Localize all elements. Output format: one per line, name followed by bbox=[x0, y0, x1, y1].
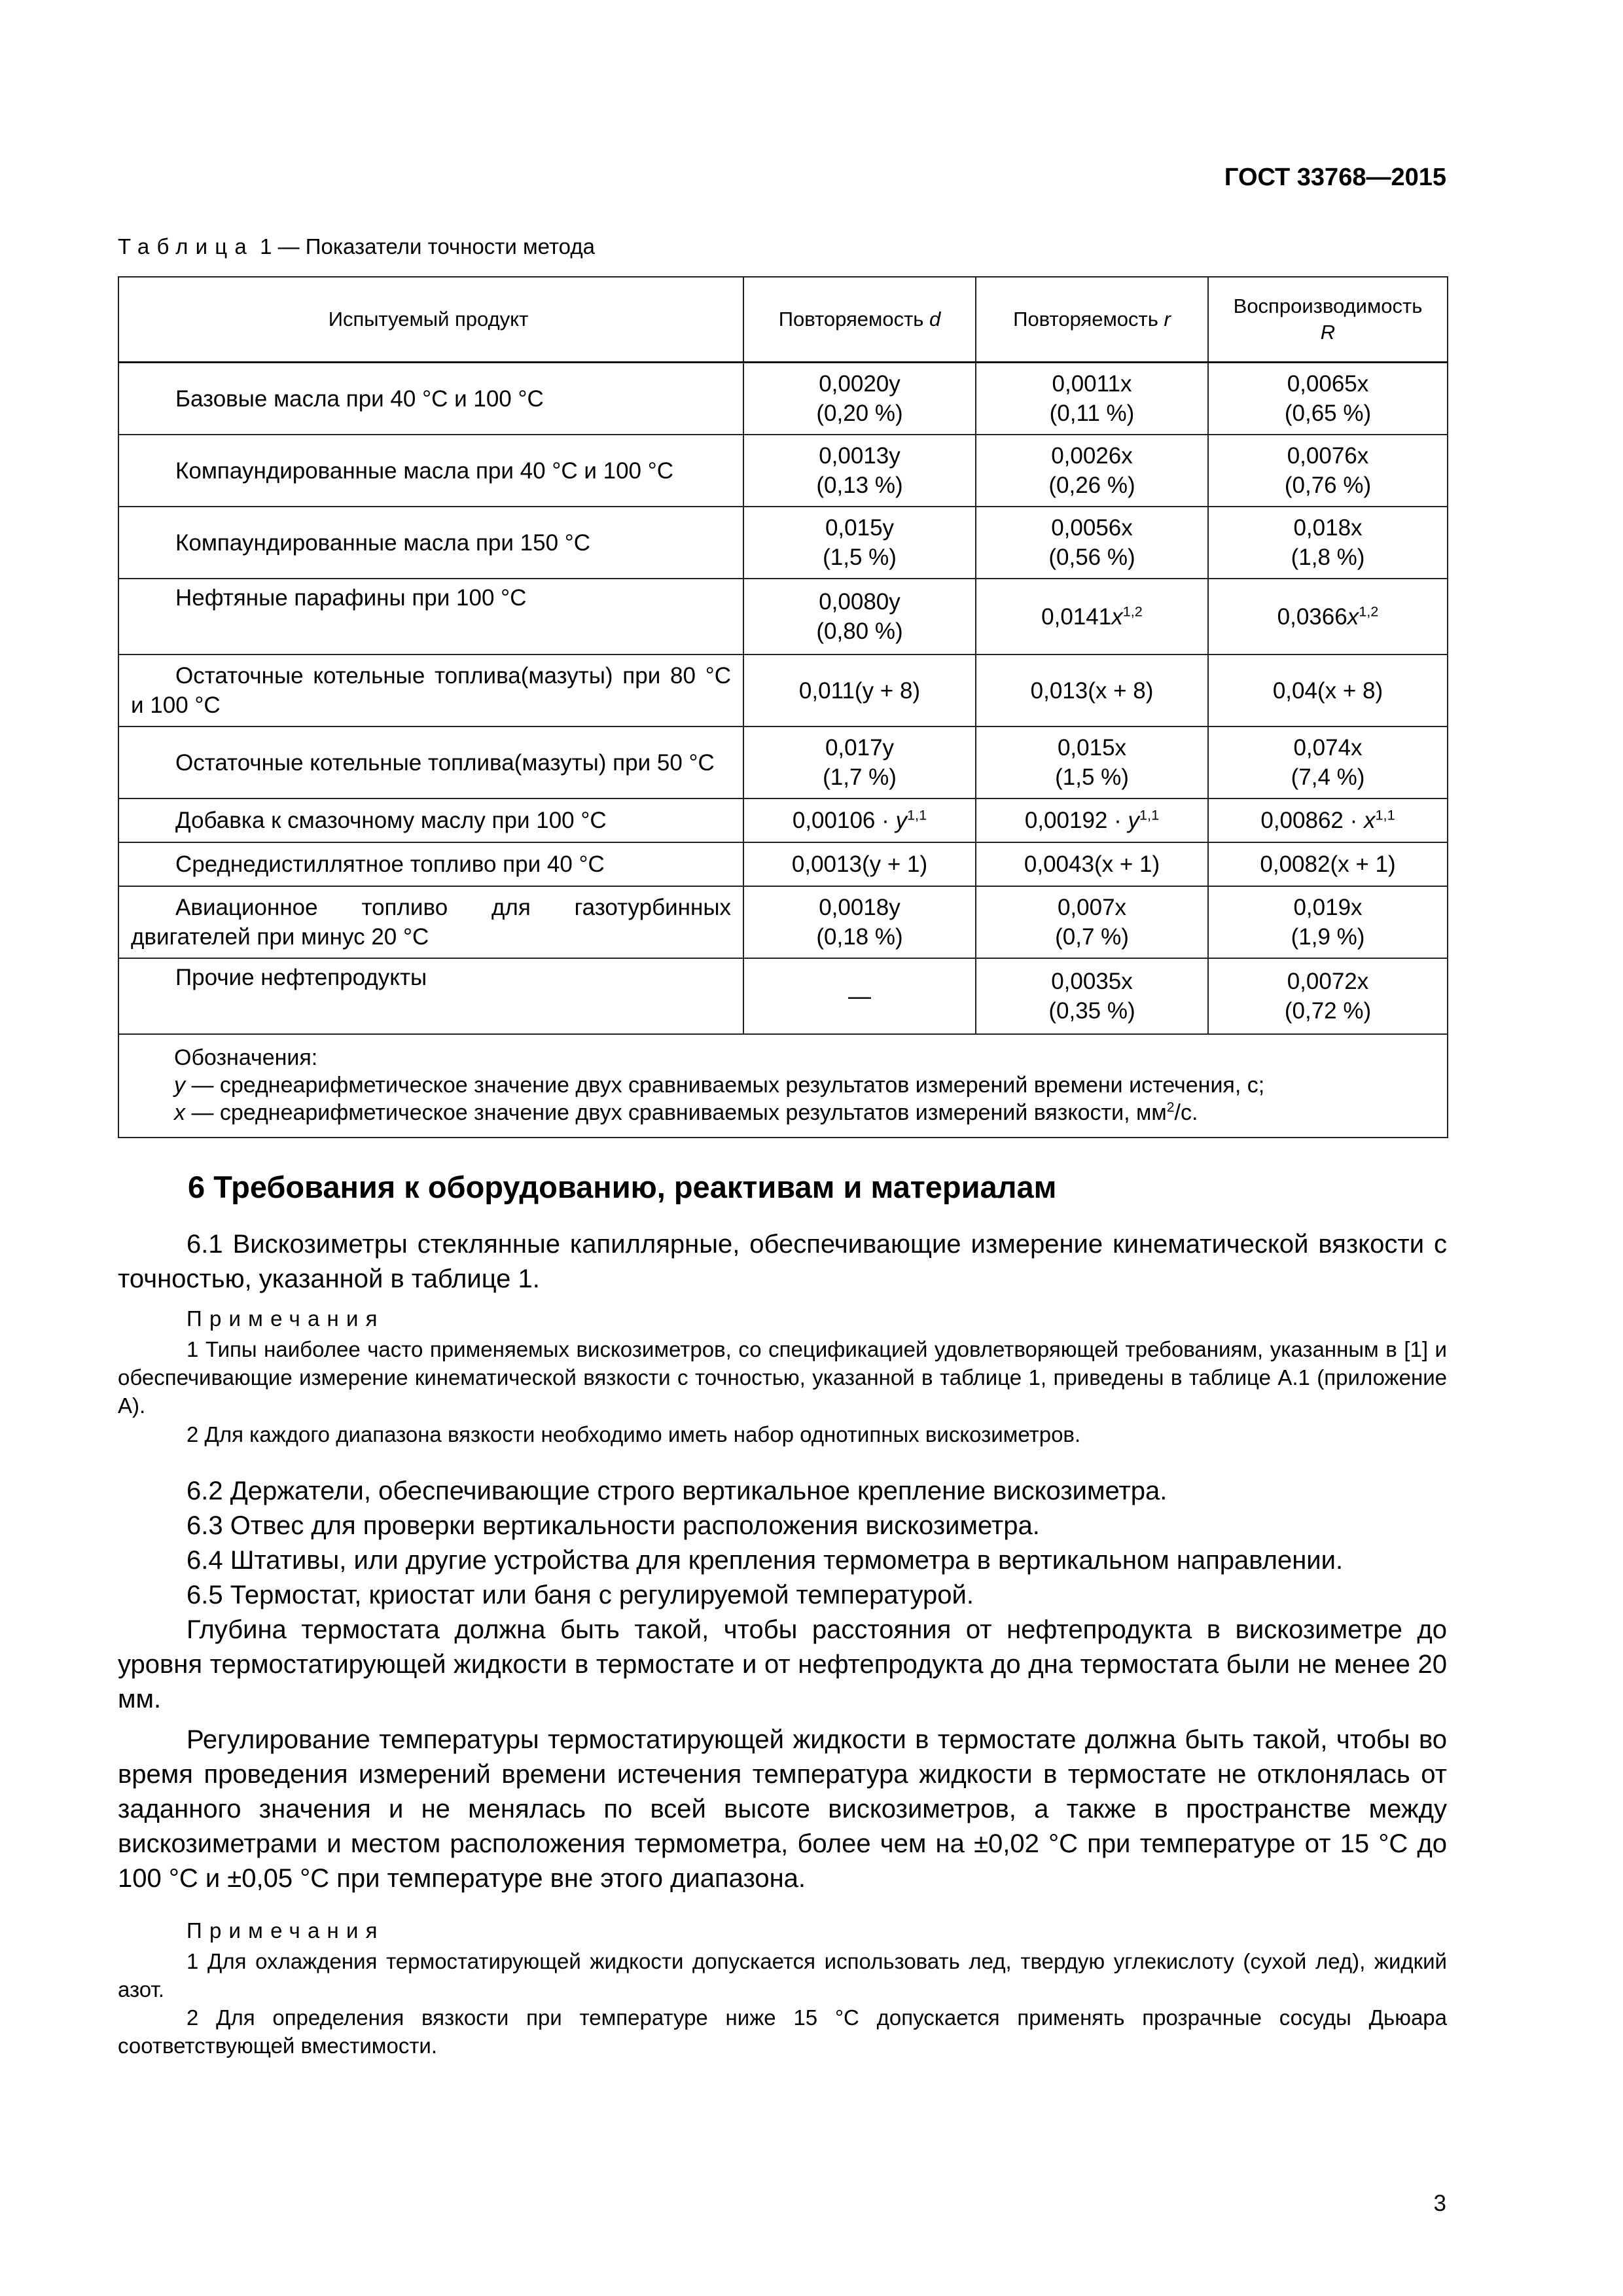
table-row bbox=[118, 886, 1448, 958]
reproducibility-cell: 0,04(x + 8) bbox=[1208, 655, 1448, 726]
notes-heading: Примечания bbox=[187, 1306, 385, 1331]
product-cell: Нефтяные парафины при 100 °С bbox=[118, 579, 743, 655]
reproducibility-cell: 0,0082(x + 1) bbox=[1208, 842, 1448, 886]
notes-heading: Примечания bbox=[187, 1918, 385, 1943]
table-row bbox=[118, 726, 1448, 798]
note-1: 1 Типы наиболее часто применяемых вискозиметров, со спецификацией удовлетворяющей требованиям, указанным в [1] и обеспечивающие измерение кинематической вязкости с точностью, указанной в таблице 1, приведены в таблице А.1 (приложение А). bbox=[118, 1337, 1447, 1418]
reproducibility-cell: $0,00862 \cdot x^{1,1}$ bbox=[1208, 798, 1448, 842]
repeatability-d-cell: 0,017y (1,7 %) bbox=[743, 726, 976, 798]
product-cell: Остаточные котельные топлива(мазуты) при 80 °С и 100 °С bbox=[118, 655, 743, 726]
table-row bbox=[118, 363, 1448, 435]
table-caption-prefix: Таблица bbox=[118, 234, 254, 259]
paragraph-regulation: Регулирование температуры термостатирующей жидкости в термостате должна быть такой, чтобы во время проведения измерений времени истечения температура жидкости в термостате не отклонялась от заданного значения и не менялась по всей высоте вискозиметров, а также в пространстве между вискозиметрами и местом расположения термометра, более чем на ±0,02 °С при температуре от 15 °С до 100 °С и ±0,05 °С при температуре вне этого диапазона. bbox=[118, 1725, 1447, 1893]
repeatability-d-cell: 0,0080y (0,80 %) bbox=[743, 579, 976, 655]
table-caption-number: 1 bbox=[253, 234, 272, 259]
repeatability-d-cell: $0,00106 \cdot y^{1,1}$ bbox=[743, 798, 976, 842]
note-1: 1 Для охлаждения термостатирующей жидкости допускается использовать лед, твердую углекислоту (сухой лед), жидкий азот. bbox=[118, 1949, 1447, 2001]
note-2: 2 Для каждого диапазона вязкости необходимо иметь набор однотипных вискозиметров. bbox=[187, 1422, 1081, 1446]
product-cell: Среднедистиллятное топливо при 40 °С bbox=[118, 842, 743, 886]
repeatability-d-cell: — bbox=[743, 958, 976, 1034]
repeatability-r-cell: 0,0035x (0,35 %) bbox=[976, 958, 1208, 1034]
note-x-definition: x — среднеарифметическое значение двух сравниваемых результатов измерений вязкости, $мм^2/с$. bbox=[174, 1100, 1198, 1125]
reproducibility-cell: $0,0366x^{1,2}$ bbox=[1208, 579, 1448, 655]
note-y-definition: y — среднеарифметическое значение двух сравниваемых результатов измерений времени истечения, с; bbox=[174, 1073, 1265, 1098]
repeatability-r-cell: 0,0011x (0,11 %) bbox=[976, 363, 1208, 435]
repeatability-r-cell: 0,0026x (0,26 %) bbox=[976, 435, 1208, 507]
section-title: 6 Требования к оборудованию, реактивам и материалам bbox=[188, 1170, 1057, 1204]
column-header-product: Испытуемый продукт bbox=[118, 277, 743, 363]
repeatability-r-cell: $0,0141x^{1,2}$ bbox=[976, 579, 1208, 655]
paragraph-6-4: 6.4 Штативы, или другие устройства для крепления термометра в вертикальном направлении. bbox=[187, 1546, 1344, 1575]
product-cell: Остаточные котельные топлива(мазуты) при 50 °С bbox=[118, 726, 743, 798]
product-cell: Компаундированные масла при 150 °С bbox=[118, 507, 743, 579]
column-header-repeatability-d: Повторяемость d bbox=[743, 277, 976, 363]
table-row bbox=[118, 655, 1448, 726]
note-2: 2 Для определения вязкости при температуре ниже 15 °С допускается применять прозрачные сосуды Дьюара соответствующей вместимости. bbox=[118, 2005, 1447, 2058]
reproducibility-cell: 0,0072x (0,72 %) bbox=[1208, 958, 1448, 1034]
repeatability-r-cell: 0,0043(x + 1) bbox=[976, 842, 1208, 886]
product-cell: Базовые масла при 40 °С и 100 °С bbox=[118, 363, 743, 435]
product-cell: Добавка к смазочному маслу при 100 °С bbox=[118, 798, 743, 842]
reproducibility-cell: 0,018x (1,8 %) bbox=[1208, 507, 1448, 579]
table-row bbox=[118, 958, 1448, 1034]
product-cell: Прочие нефтепродукты bbox=[118, 958, 743, 1034]
paragraph-depth: Глубина термостата должна быть такой, чтобы расстояния от нефтепродукта в вискозиметре до уровня термостатирующей жидкости в термостате и от нефтепродукта до дна термостата были не менее 20 мм. bbox=[118, 1615, 1447, 1713]
repeatability-d-cell: 0,0018y (0,18 %) bbox=[743, 886, 976, 958]
table-caption bbox=[118, 234, 595, 259]
reproducibility-cell: 0,074x (7,4 %) bbox=[1208, 726, 1448, 798]
repeatability-r-cell: 0,007x (0,7 %) bbox=[976, 886, 1208, 958]
repeatability-d-cell: 0,0020y (0,20 %) bbox=[743, 363, 976, 435]
repeatability-d-cell: 0,015y (1,5 %) bbox=[743, 507, 976, 579]
paragraph-6-2: 6.2 Держатели, обеспечивающие строго вертикальное крепление вискозиметра. bbox=[187, 1477, 1168, 1505]
table-row bbox=[118, 435, 1448, 507]
repeatability-d-cell: 0,0013(y + 1) bbox=[743, 842, 976, 886]
table-row bbox=[118, 579, 1448, 655]
table-caption-text: — Показатели точности метода bbox=[272, 234, 595, 259]
product-cell: Компаундированные масла при 40 °С и 100 °С bbox=[118, 435, 743, 507]
column-header-repeatability-r: Повторяемость r bbox=[976, 277, 1208, 363]
table-notes-cell bbox=[118, 1034, 1448, 1138]
table-row bbox=[118, 842, 1448, 886]
product-cell: Авиационное топливо для газотурбинных двигателей при минус 20 °С bbox=[118, 886, 743, 958]
paragraph-6-3: 6.3 Отвес для проверки вертикальности расположения вискозиметра. bbox=[187, 1511, 1040, 1540]
paragraph-6-5: 6.5 Термостат, криостат или баня с регулируемой температурой. bbox=[187, 1581, 974, 1609]
accuracy-table bbox=[118, 276, 1448, 1138]
repeatability-d-cell: 0,011(y + 8) bbox=[743, 655, 976, 726]
repeatability-r-cell: 0,015x (1,5 %) bbox=[976, 726, 1208, 798]
table-row bbox=[118, 798, 1448, 842]
reproducibility-cell: 0,019x (1,9 %) bbox=[1208, 886, 1448, 958]
repeatability-d-cell: 0,0013y (0,13 %) bbox=[743, 435, 976, 507]
page-number: 3 bbox=[1433, 2191, 1446, 2216]
column-header-reproducibility: Воспроизводимость R bbox=[1208, 277, 1448, 363]
table-row bbox=[118, 507, 1448, 579]
reproducibility-cell: 0,0065x (0,65 %) bbox=[1208, 363, 1448, 435]
repeatability-r-cell: $0,00192 \cdot y^{1,1}$ bbox=[976, 798, 1208, 842]
reproducibility-cell: 0,0076x (0,76 %) bbox=[1208, 435, 1448, 507]
repeatability-r-cell: 0,013(x + 8) bbox=[976, 655, 1208, 726]
repeatability-r-cell: 0,0056x (0,56 %) bbox=[976, 507, 1208, 579]
paragraph-6-1: 6.1 Вискозиметры стеклянные капиллярные, обеспечивающие измерение кинематической вязкости с точностью, указанной в таблице 1. bbox=[118, 1230, 1447, 1293]
document-code: ГОСТ 33768—2015 bbox=[1224, 164, 1446, 191]
table-header-row bbox=[118, 277, 1448, 363]
table-notes-row bbox=[118, 1034, 1448, 1138]
notes-title: Обозначения: bbox=[174, 1045, 318, 1070]
